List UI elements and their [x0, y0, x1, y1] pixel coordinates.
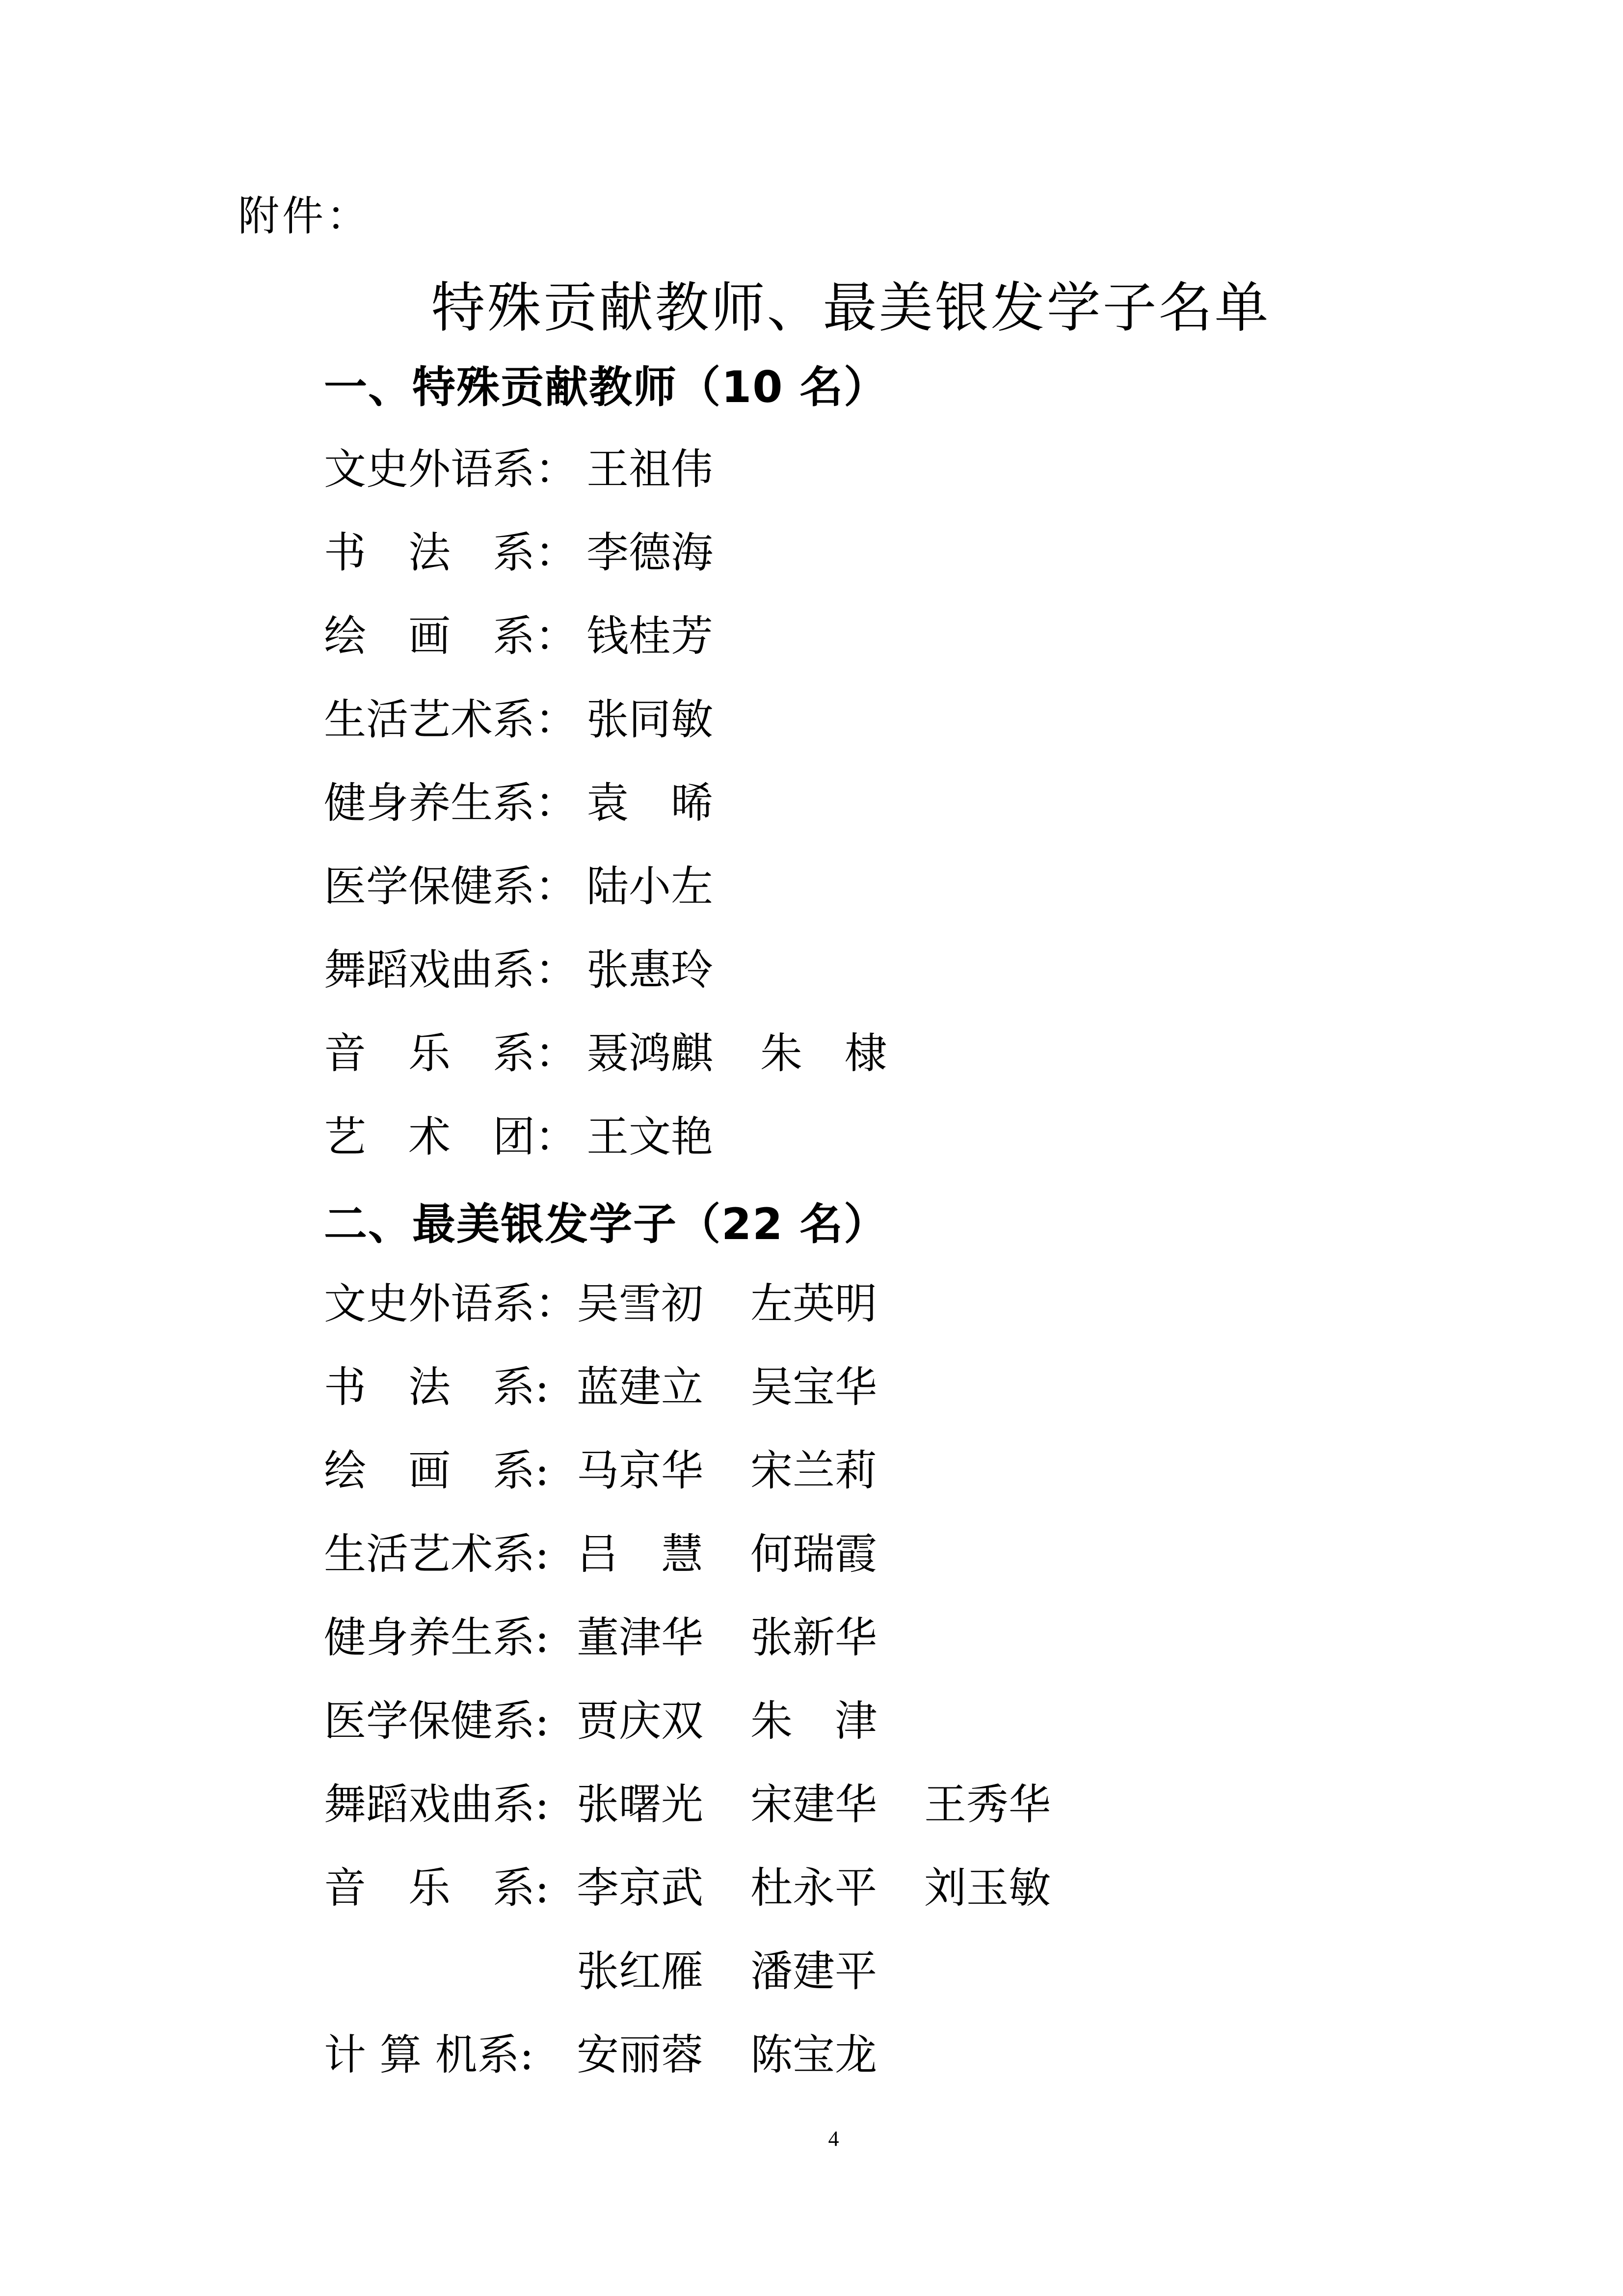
person-name: 李京武	[577, 1864, 703, 1913]
person-name: 马京华	[577, 1446, 703, 1495]
department-label: 舞蹈戏曲系:	[324, 1780, 549, 1829]
names-group	[586, 695, 760, 744]
person-name: 朱 棣	[760, 1029, 887, 1078]
person-name: 袁 晞	[586, 779, 713, 828]
names-group	[586, 1112, 760, 1162]
person-name: 何瑞霞	[750, 1530, 877, 1579]
department-label: 音 乐 系:	[324, 1864, 549, 1913]
names-group	[586, 779, 760, 828]
names-group	[577, 1697, 924, 1746]
person-name: 安丽蓉	[577, 2030, 703, 2080]
names-group	[586, 1029, 934, 1078]
section-heading-students: 二、最美银发学子（22 名）	[324, 1199, 888, 1249]
names-group	[577, 1780, 1098, 1829]
attachment-label: 附件：	[238, 192, 371, 240]
names-group	[586, 528, 760, 577]
names-group	[586, 612, 760, 661]
person-name: 朱 津	[750, 1697, 877, 1746]
department-label: 绘 画 系：	[324, 612, 577, 661]
person-name: 吕 慧	[577, 1530, 703, 1579]
department-label: 文史外语系：	[324, 445, 577, 494]
names-group	[577, 1446, 924, 1495]
person-name: 王祖伟	[586, 445, 713, 494]
person-name: 张新华	[750, 1613, 877, 1662]
person-name: 吴宝华	[750, 1363, 877, 1412]
person-name: 张惠玲	[586, 945, 713, 995]
department-label: 健身养生系：	[324, 779, 577, 828]
department-label: 舞蹈戏曲系：	[324, 945, 577, 995]
department-label: 书 法 系：	[324, 528, 577, 577]
department-label: 计 算 机系:	[324, 2030, 534, 2080]
department-label: 书 法 系:	[324, 1363, 549, 1412]
person-name: 左英明	[750, 1279, 877, 1328]
names-group	[586, 445, 760, 494]
person-name: 杜永平	[750, 1864, 877, 1913]
names-group	[577, 1530, 924, 1579]
person-name: 潘建平	[750, 1947, 877, 1996]
person-name: 宋兰莉	[750, 1446, 877, 1495]
department-label: 医学保健系：	[324, 862, 577, 911]
person-name: 李德海	[586, 528, 713, 577]
person-name: 钱桂芳	[586, 612, 713, 661]
names-group	[577, 1279, 924, 1328]
person-name: 刘玉敏	[924, 1864, 1051, 1913]
department-label: 绘 画 系:	[324, 1446, 549, 1495]
person-name: 王文艳	[586, 1112, 713, 1162]
person-name: 王秀华	[924, 1780, 1051, 1829]
person-name: 宋建华	[750, 1780, 877, 1829]
person-name: 蓝建立	[577, 1363, 703, 1412]
names-group	[586, 945, 760, 995]
names-group	[577, 1363, 924, 1412]
person-name: 张曙光	[577, 1780, 703, 1829]
person-name: 陆小左	[586, 862, 713, 911]
department-label: 医学保健系:	[324, 1697, 549, 1746]
names-group	[577, 1864, 1098, 1913]
person-name: 聂鸿麒	[586, 1029, 713, 1078]
document-title: 特殊贡献教师、最美银发学子名单	[431, 276, 1271, 339]
department-label: 健身养生系:	[324, 1613, 549, 1662]
names-group	[577, 1613, 924, 1662]
names-group	[577, 2030, 924, 2080]
department-label: 艺 术 团：	[324, 1112, 577, 1162]
person-name: 陈宝龙	[750, 2030, 877, 2080]
department-label: 生活艺术系:	[324, 1530, 549, 1579]
names-group	[586, 862, 760, 911]
person-name: 董津华	[577, 1613, 703, 1662]
section-heading-teachers: 一、特殊贡献教师（10 名）	[324, 362, 888, 412]
department-label: 音 乐 系：	[324, 1029, 577, 1078]
department-label: 文史外语系：	[324, 1279, 577, 1328]
person-name: 贾庆双	[577, 1697, 703, 1746]
person-name: 张红雁	[577, 1947, 703, 1996]
person-name: 吴雪初	[577, 1279, 703, 1328]
names-group	[577, 1947, 924, 1996]
department-label: 生活艺术系：	[324, 695, 577, 744]
page-number: 4	[828, 2127, 839, 2151]
person-name: 张同敏	[586, 695, 713, 744]
